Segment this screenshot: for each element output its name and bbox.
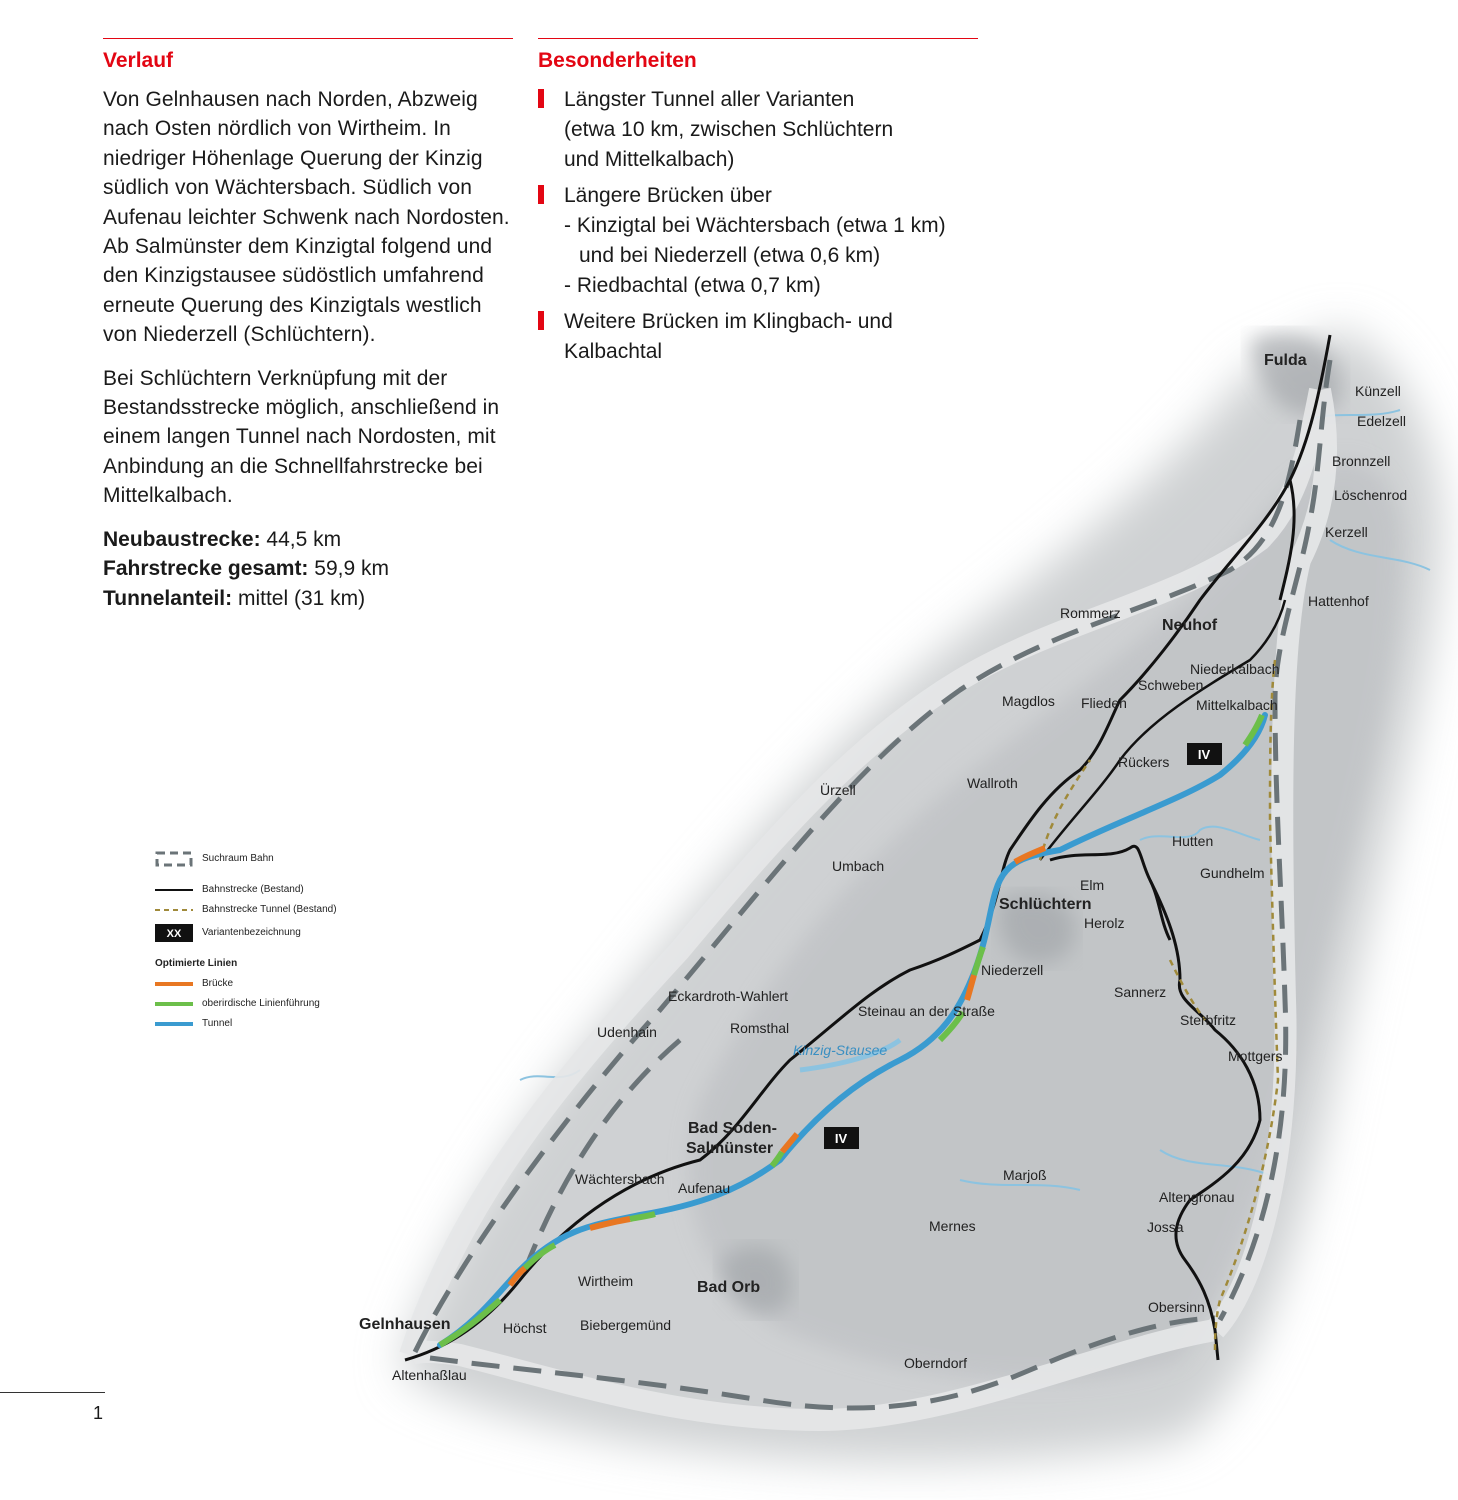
place-schluechtern: Schlüchtern [999, 896, 1092, 913]
place-kinzigstausee: Kinzig-Stausee [793, 1042, 888, 1058]
place-herolz: Herolz [1084, 915, 1125, 931]
place-uerzell: Ürzell [820, 782, 856, 798]
place-elm: Elm [1080, 877, 1105, 893]
legend-oberirdisch: oberirdische Linienführung [155, 998, 237, 1018]
stat-fahrstrecke: Fahrstrecke gesamt: 59,9 km [103, 557, 389, 581]
suchraum-symbol-icon [155, 850, 195, 868]
legend-optimiert-title: Optimierte Linien [155, 958, 238, 969]
place-niederkalbach: Niederkalbach [1190, 661, 1280, 677]
tunnel-bestand-line-icon [155, 904, 195, 916]
bruecke-line-icon [155, 978, 195, 990]
svg-text:IV: IV [834, 1131, 848, 1146]
bullet-longer-bridges: Längere Brücken über - Kinzigtal bei Wächtersbach (etwa 1 km) und bei Niederzell (etwa 0,6 km) - Riedbachtal (etwa 0,7 km) [538, 181, 978, 301]
bullet-marker [538, 185, 544, 204]
bestand-line-icon [155, 884, 195, 896]
stats-block [103, 525, 513, 614]
place-hutten: Hutten [1172, 833, 1214, 849]
legend-tunnel-bestand: Bahnstrecke Tunnel (Bestand) [155, 904, 237, 924]
place-kuenzell: Künzell [1355, 383, 1401, 399]
variant-label-north [1187, 743, 1222, 765]
place-wirtheim: Wirtheim [578, 1273, 634, 1289]
place-eckardroth: Eckardroth-Wahlert [668, 988, 789, 1004]
footer-rule [0, 1392, 105, 1393]
variant-box-icon [155, 924, 195, 942]
svg-text:XX: XX [166, 928, 182, 940]
place-biebergemuend: Biebergemünd [580, 1317, 672, 1333]
besonderheiten-rule [538, 38, 978, 39]
besonderheiten-section [538, 38, 978, 373]
stat-neubaustrecke: Neubaustrecke: 44,5 km [103, 527, 342, 551]
place-schweben: Schweben [1138, 677, 1204, 693]
place-udenhain: Udenhain [597, 1024, 657, 1040]
place-obersinn: Obersinn [1148, 1299, 1205, 1315]
svg-text:IV: IV [1197, 747, 1211, 762]
place-oberndorf: Oberndorf [904, 1355, 968, 1371]
variant-label-south [824, 1127, 859, 1149]
place-sannerz: Sannerz [1114, 984, 1167, 1000]
place-umbach: Umbach [832, 858, 885, 874]
place-kerzell: Kerzell [1325, 524, 1368, 540]
verlauf-rule [103, 38, 513, 39]
legend-variant: XX Variantenbezeichnung [155, 924, 237, 958]
stat-tunnelanteil: Tunnelanteil: mittel (31 km) [103, 586, 366, 610]
place-badorb: Bad Orb [697, 1279, 761, 1296]
page-number: 1 [93, 1403, 104, 1423]
legend-bruecke: Brücke [155, 978, 237, 998]
place-fulda: Fulda [1264, 352, 1307, 369]
place-neuhof: Neuhof [1162, 617, 1218, 634]
place-niederzell: Niederzell [981, 962, 1044, 978]
place-steinau: Steinau an der Straße [858, 1003, 995, 1019]
bullet-further-bridges: Weitere Brücken im Klingbach- und Kalbachtal [538, 307, 978, 367]
place-aufenau: Aufenau [678, 1180, 731, 1196]
place-mottgers: Mottgers [1228, 1048, 1283, 1064]
place-gelnhausen: Gelnhausen [359, 1316, 451, 1333]
place-mernes: Mernes [929, 1218, 976, 1234]
bullet-longest-tunnel: Längster Tunnel aller Varianten (etwa 10 km, zwischen Schlüchtern und Mittelkalbach) [538, 85, 978, 175]
place-altenhasslau: Altenhaßlau [392, 1367, 467, 1383]
place-hoechst: Höchst [503, 1320, 547, 1336]
legend-suchraum: Suchraum Bahn [155, 850, 237, 884]
verlauf-paragraph-2: Bei Schlüchtern Verknüpfung mit der Bestandsstrecke möglich, anschließend in einem langen Tunnel nach Nordosten, mit Anbindung an die Schnellfahrstrecke bei Mittelkalbach. [103, 366, 500, 508]
place-bronnzell: Bronnzell [1332, 453, 1391, 469]
tunnel-line-icon [155, 1018, 195, 1030]
place-rueckers: Rückers [1118, 754, 1170, 770]
place-badsoden-1: Bad Soden- [688, 1120, 777, 1137]
legend-bestand: Bahnstrecke (Bestand) [155, 884, 237, 904]
place-altengronau: Altengronau [1159, 1189, 1235, 1205]
place-badsoden-2: Salmünster [686, 1140, 774, 1157]
verlauf-heading: Verlauf [103, 49, 174, 72]
place-edelzell: Edelzell [1357, 413, 1407, 429]
bullet-marker [538, 311, 544, 330]
map-legend [155, 850, 337, 1038]
place-sterbfritz: Sterbfritz [1180, 1012, 1237, 1028]
place-waechtersbach: Wächtersbach [575, 1171, 665, 1187]
place-mittelkalbach: Mittelkalbach [1196, 697, 1278, 713]
place-gundhelm: Gundhelm [1200, 865, 1265, 881]
place-wallroth: Wallroth [967, 775, 1018, 791]
verlauf-section [103, 38, 513, 613]
oberirdisch-line-icon [155, 998, 195, 1010]
place-rommerz: Rommerz [1060, 605, 1121, 621]
legend-tunnel: Tunnel [155, 1018, 237, 1038]
place-flieden: Flieden [1081, 695, 1127, 711]
place-romsthal: Romsthal [730, 1020, 790, 1036]
place-marjoss: Marjoß [1003, 1167, 1047, 1183]
place-jossa: Jossa [1147, 1219, 1184, 1235]
bullet-marker [538, 89, 544, 108]
place-hattenhof: Hattenhof [1308, 593, 1369, 609]
place-magdlos: Magdlos [1002, 693, 1055, 709]
verlauf-paragraph-1: Von Gelnhausen nach Norden, Abzweig nach Osten nördlich von Wirtheim. In niedriger Höhenlage Querung der Kinzig südlich von Wächtersbach. Südlich von Aufenau leichter Schwenk nach Nordosten. Ab Salmünster dem Kinzigtal folgend und den Kinzigstausee südöstlich umfahrend erneute Querung des Kinzigtals westlich von Niederzell (Schlüchtern). [103, 88, 510, 347]
besonderheiten-heading: Besonderheiten [538, 49, 697, 72]
place-loeschenrod: Löschenrod [1334, 487, 1408, 503]
